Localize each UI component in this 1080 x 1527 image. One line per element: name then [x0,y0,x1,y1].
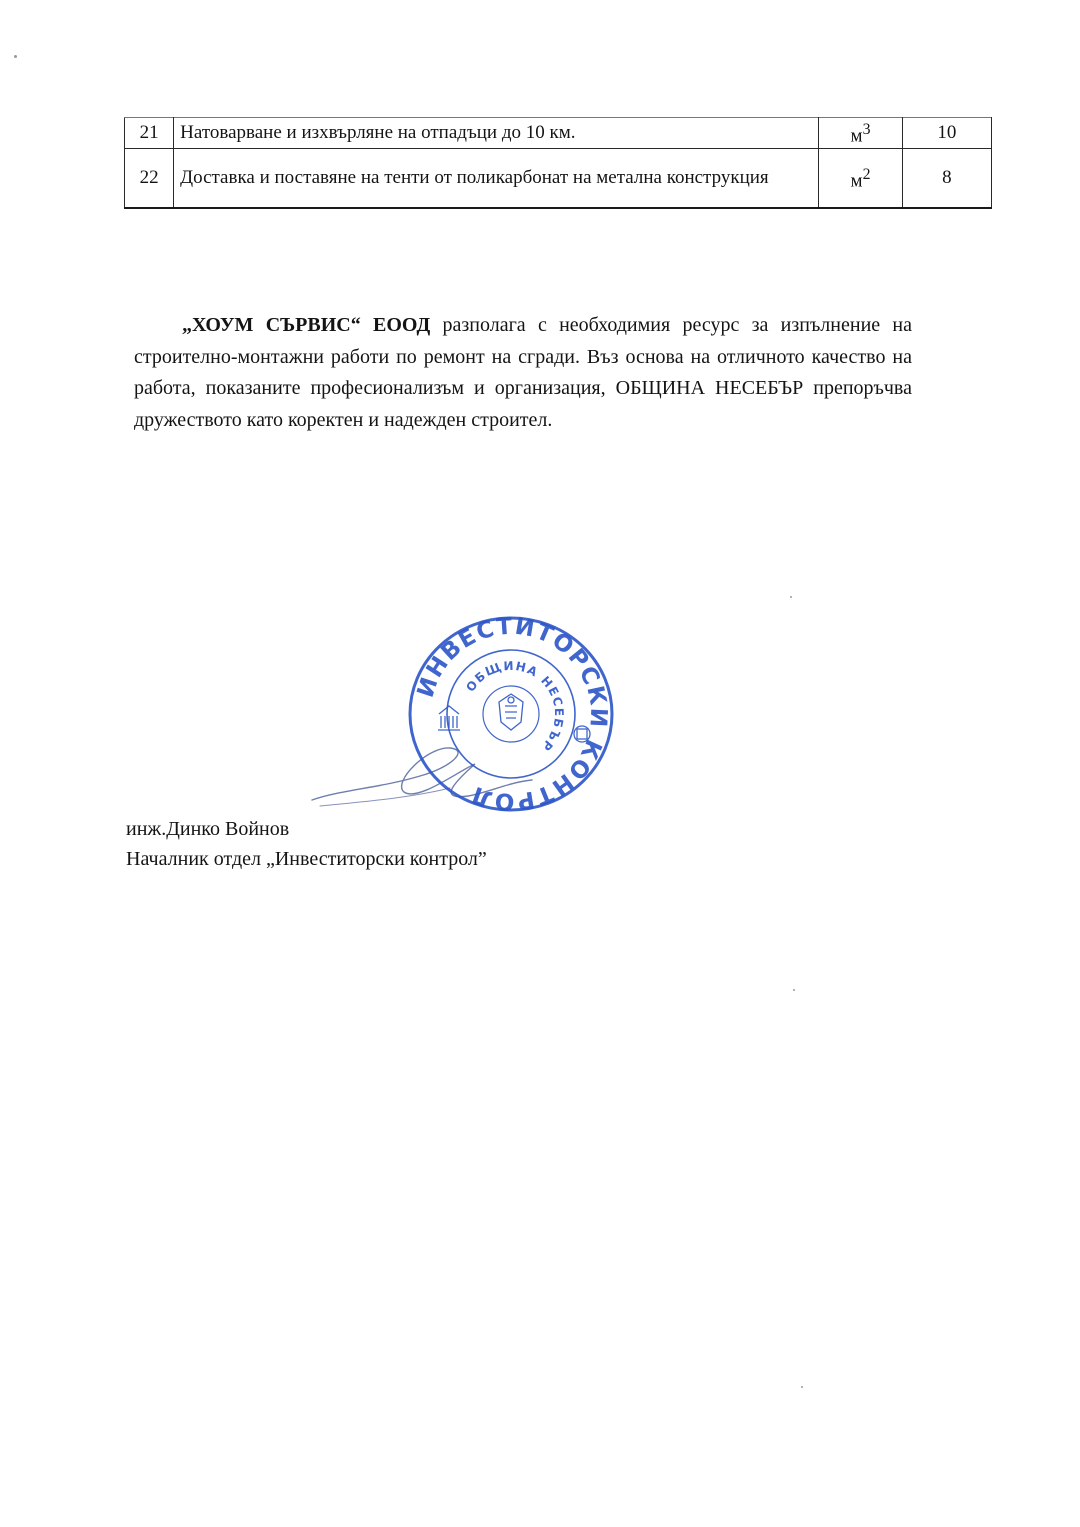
recommendation-paragraph [134,310,912,436]
coat-of-arms-icon [499,694,523,730]
diamond-emblem-icon [574,726,590,742]
scan-speck [14,55,17,58]
row-quantity: 8 [902,149,991,209]
stamp-inner-text: ОБЩИНА НЕСЕБЪР [463,658,567,755]
unit-exponent: 2 [862,166,871,184]
paragraph-text-part-2: препоръчва дружеството като коректен и надежден строител. [134,377,912,431]
works-table [124,117,992,209]
row-unit [819,149,902,209]
unit-base: м [850,125,863,147]
building-icon [438,706,460,730]
paragraph-text-part-1: разполага с необходимия ресурс за изпълнение на строително-монтажни работи по ремонт на сгради. Въз основа на отличното качество на работа, показаните професионализъм и организация, [134,314,913,399]
scan-speck [793,989,795,991]
signatory-name: инж.Динко Войнов [126,818,290,840]
unit-exponent: 3 [862,121,871,138]
official-stamp [406,614,616,814]
row-number: 22 [125,149,174,209]
row-unit [819,118,902,149]
scan-speck [801,1386,803,1388]
company-name: „ХОУМ СЪРВИС“ ЕООД [182,314,431,336]
table-row [125,149,992,209]
unit-base: м [850,170,863,192]
table-row [125,118,992,149]
signatory-position: Началник отдел „Инвеститорски контрол” [126,848,487,870]
scan-speck [790,596,792,598]
row-quantity: 10 [902,118,991,149]
row-description: Доставка и поставяне на тенти от поликарбонат на метална конструкция [174,149,819,209]
signatory-block [126,814,487,874]
row-description: Натоварване и изхвърляне на отпадъци до 10 км. [174,118,819,149]
stamp-outer-text: ИНВЕСТИТОРСКИ КОНТРОЛ [412,614,612,814]
row-number: 21 [125,118,174,149]
municipality-name: ОБЩИНА НЕСЕБЪР [615,377,804,399]
